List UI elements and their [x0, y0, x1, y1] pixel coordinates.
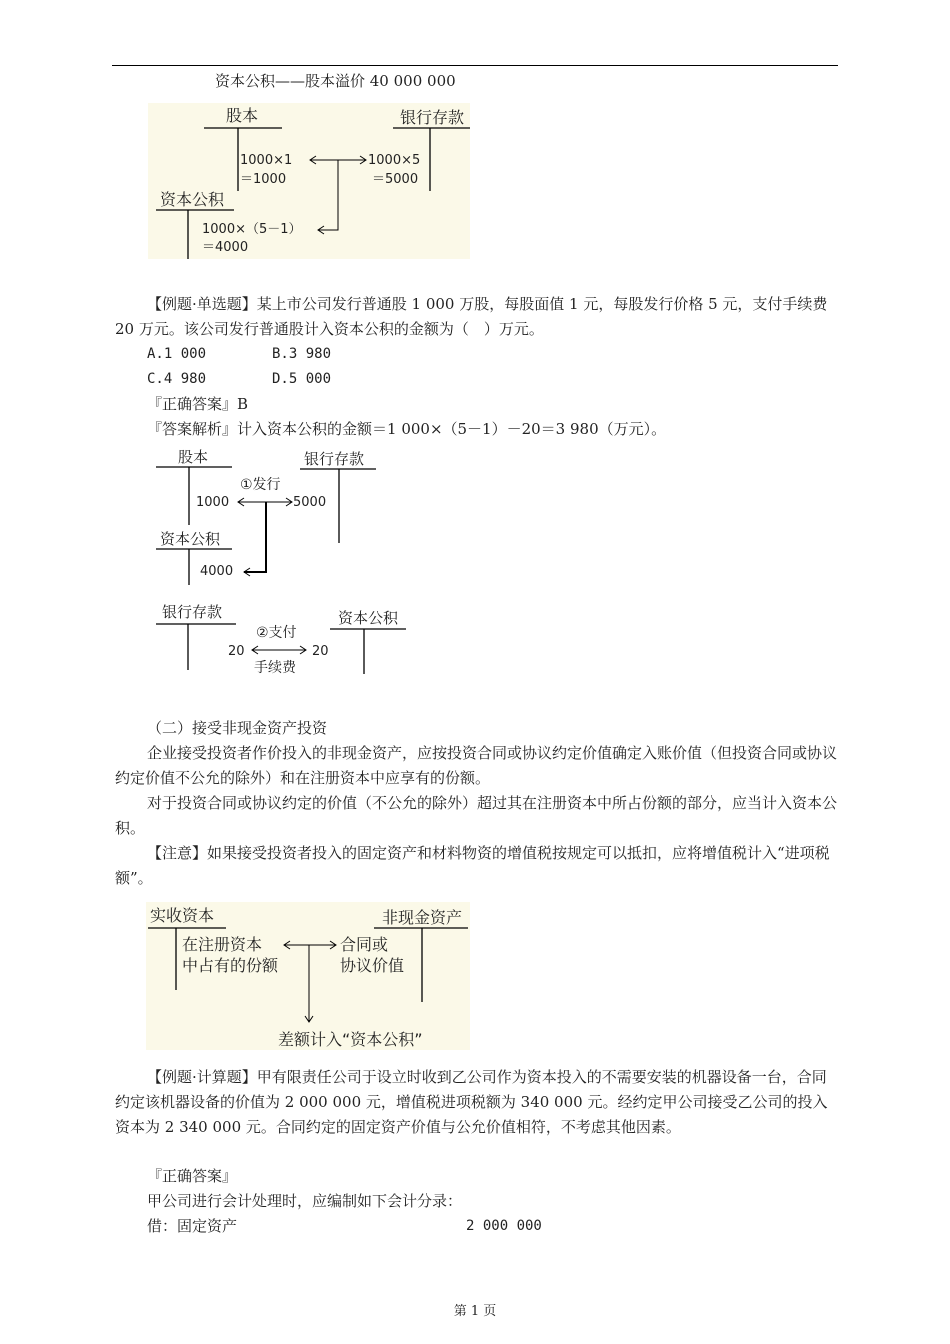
share-capital-value-line1: 1000×1 [240, 153, 293, 168]
pay-step-label: ②支付 [256, 625, 297, 641]
accounting-treatment-intro: 甲公司进行会计处理时，应编制如下会计分录： [147, 1192, 463, 1210]
t-account-diagram-3 [152, 600, 412, 680]
option-a: A.1 000 [147, 346, 207, 362]
registered-capital-share-line1: 在注册资本 [182, 935, 263, 954]
header-rule [112, 65, 838, 66]
diagram2-bank-deposit-title: 银行存款 [304, 450, 365, 468]
account-title-capital-reserve: 资本公积 [160, 190, 225, 209]
difference-to-capital-reserve: 差额计入“资本公积” [278, 1030, 423, 1049]
diagram2-capital-reserve-value: 4000 [200, 564, 234, 579]
example-calculation-question: 【例题·计算题】甲有限责任公司于设立时收到乙公司作为资本投入的不需要安装的机器设备一台，合同约定该机器设备的价值为 2 000 000 元，增值税进项税额为 340 000 元。经约定甲公司接受乙公司的投入资本为 2 340 000 元。合同约定的固定资产价值与公允价值相符，不考虑其他因素。 [115, 1068, 828, 1136]
entry-line-capital-reserve: 资本公积——股本溢价 40 000 000 [215, 72, 456, 90]
option-d: D.5 000 [272, 371, 332, 387]
contract-value-line1: 合同或 [340, 935, 389, 954]
diagram2-capital-reserve-title: 资本公积 [160, 530, 221, 548]
section2-paragraph-2: 对于投资合同或协议约定的价值（不公允的除外）超过其在注册资本中所占份额的部分，应当计入资本公积。 [115, 794, 838, 837]
answer-analysis-1: 『答案解析』计入资本公积的金额＝1 000×（5－1）－20＝3 980（万元）。 [147, 420, 667, 438]
bank-deposit-value-line1: 1000×5 [368, 153, 421, 168]
registered-capital-share-line2: 中占有的份额 [182, 956, 279, 975]
example-single-choice-question: 【例题·单选题】某上市公司发行普通股 1 000 万股，每股面值 1 元，每股发行价格 5 元，支付手续费 20 万元。该公司发行普通股计入资本公积的金额为（ ）万元。 [115, 295, 828, 338]
t-account-diagram-4 [146, 902, 470, 1050]
section-heading-non-cash-investment: （二）接受非现金资产投资 [147, 719, 328, 737]
debit-fixed-assets-label: 借：固定资产 [147, 1217, 238, 1235]
contract-value-line2: 协议价值 [340, 956, 405, 975]
diagram3-bank-deposit-value: 20 [228, 644, 245, 659]
debit-fixed-assets-amount: 2 000 000 [466, 1218, 542, 1234]
diagram3-capital-reserve-value: 20 [312, 644, 329, 659]
account-title-non-cash-assets: 非现金资产 [382, 908, 463, 927]
option-c: C.4 980 [147, 371, 207, 387]
handling-fee-label: 手续费 [254, 660, 296, 676]
option-b: B.3 980 [272, 346, 332, 362]
account-title-bank-deposit: 银行存款 [400, 108, 465, 127]
correct-answer-2: 『正确答案』 [147, 1167, 238, 1185]
t-account-diagram-1 [148, 103, 470, 259]
section2-note: 【注意】如果接受投资者投入的固定资产和材料物资的增值税按规定可以抵扣，应将增值税计入“进项税额”。 [115, 844, 830, 887]
capital-reserve-value-line1: 1000×（5－1） [202, 222, 302, 237]
account-title-paid-in-capital: 实收资本 [150, 906, 215, 925]
issue-step-label: ①发行 [240, 477, 281, 493]
page-number: 第 1 页 [453, 1304, 497, 1319]
diagram2-share-capital-title: 股本 [178, 448, 209, 466]
diagram3-bank-deposit-title: 银行存款 [162, 603, 223, 621]
account-title-share-capital: 股本 [226, 106, 259, 125]
correct-answer-1: 『正确答案』B [147, 395, 249, 413]
diagram2-share-capital-value: 1000 [196, 495, 230, 510]
diagram2-bank-deposit-value: 5000 [293, 495, 327, 510]
share-capital-value-line2: ＝1000 [240, 172, 287, 187]
bank-deposit-value-line2: ＝5000 [372, 172, 419, 187]
diagram3-capital-reserve-title: 资本公积 [338, 609, 399, 627]
t-account-diagram-2 [152, 445, 392, 585]
section2-paragraph-1: 企业接受投资者作价投入的非现金资产，应按投资合同或协议约定价值确定入账价值（但投资合同或协议约定价值不公允的除外）和在注册资本中应享有的份额。 [115, 744, 838, 787]
capital-reserve-value-line2: ＝4000 [202, 240, 249, 255]
